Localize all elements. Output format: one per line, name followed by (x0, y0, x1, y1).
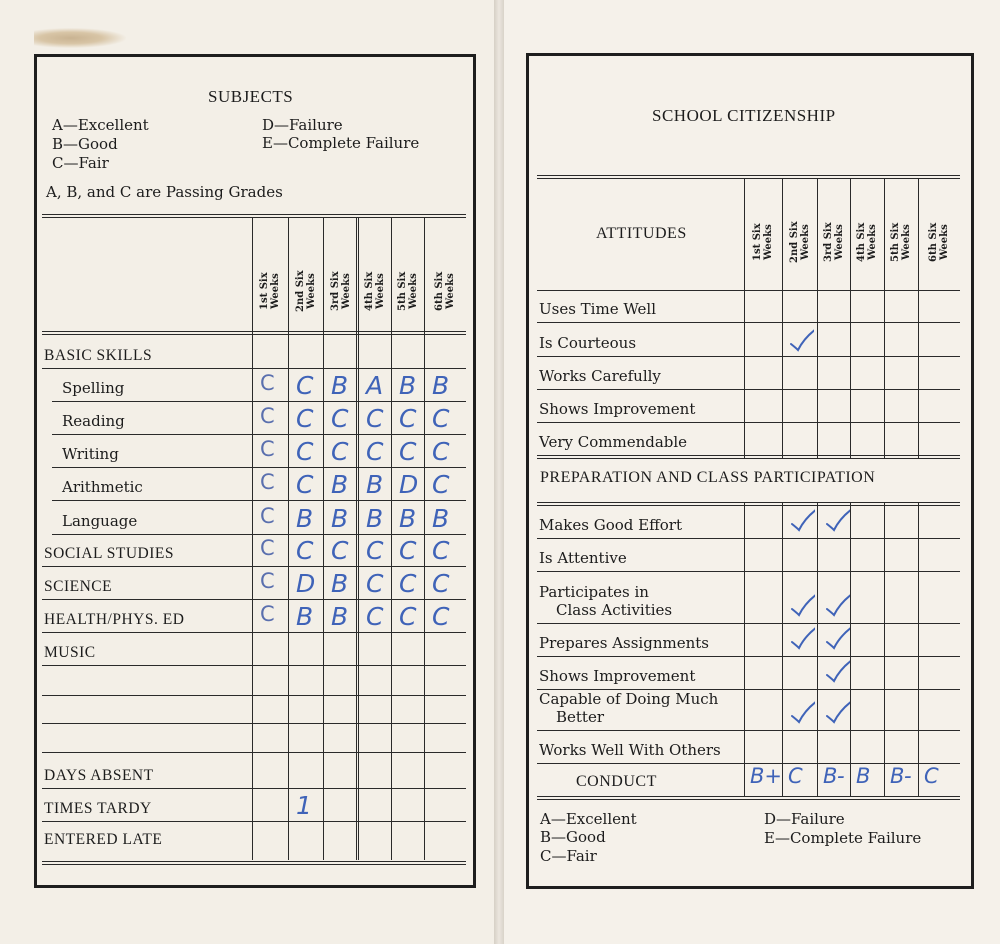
key-e: E—Complete Failure (262, 134, 420, 152)
check-mark-prep-5-3 (824, 698, 850, 728)
prep-label-3: Prepares Assignments (539, 634, 709, 652)
grade-r5-c4: B (366, 504, 384, 533)
row-label-6: SOCIAL STUDIES (44, 545, 175, 562)
check-mark-prep-4-3 (824, 657, 850, 687)
right-key-a: A—Excellent (540, 810, 637, 828)
grade-r1-c6: B (432, 371, 450, 400)
grade-r5-c3: B (331, 504, 349, 533)
row-rule-1 (52, 401, 466, 402)
row-rule-9 (42, 665, 466, 666)
row-label-3: Writing (62, 445, 119, 463)
check-mark-prep-2-3 (824, 591, 850, 621)
check-mark-prep-0-3 (824, 506, 850, 536)
grade-r14-c2: 1 (296, 791, 312, 820)
row-rule-0 (42, 368, 466, 369)
grade-r7-c5: C (399, 569, 417, 598)
conduct-grade-5: B- (890, 764, 912, 788)
grade-r7-c4: C (366, 569, 384, 598)
row-label-0: BASIC SKILLS (44, 347, 153, 364)
grade-r3-c4: C (366, 437, 384, 466)
prep-label-4: Shows Improvement (539, 667, 696, 685)
conduct-label: CONDUCT (576, 773, 657, 790)
conduct-bottom-rule (537, 796, 960, 800)
period-header-4: 4th Six Weeks (363, 271, 386, 311)
check-mark-prep-5-2 (789, 698, 815, 728)
row-rule-2 (52, 434, 466, 435)
table-top-rule (42, 214, 466, 218)
prep-label2-2: Class Activities (556, 601, 673, 619)
grade-r2-c3: C (331, 404, 349, 433)
attitude-label-0: Uses Time Well (539, 300, 657, 318)
prep-rule-5 (537, 730, 960, 731)
column-divider-5 (391, 217, 392, 860)
check-mark-prep-3-2 (789, 624, 815, 654)
period-header-1: 1st Six Weeks (259, 272, 281, 310)
grade-r2-c1: C (260, 404, 275, 428)
prep-rule-0 (537, 538, 960, 539)
grade-r6-c6: C (432, 536, 450, 565)
grade-r2-c6: C (432, 404, 450, 433)
prep-column-divider-1 (744, 503, 745, 797)
grade-r2-c4: C (366, 404, 384, 433)
prep-rule-2 (537, 623, 960, 624)
period-header-3: 3rd Six Weeks (329, 271, 352, 311)
grade-r4-c3: B (331, 470, 349, 499)
grade-r8-c5: C (399, 602, 417, 631)
attitudes-header: ATTITUDES (596, 225, 687, 242)
grade-r6-c4: C (366, 536, 384, 565)
row-label-15: ENTERED LATE (44, 831, 163, 848)
citizen-period-header-6: 6th Six Weeks (928, 222, 950, 262)
grade-r1-c5: B (399, 371, 417, 400)
right-key-e: E—Complete Failure (764, 829, 922, 847)
row-rule-10 (42, 695, 466, 696)
attitude-rule-2 (537, 389, 960, 390)
grade-r8-c1: C (260, 602, 275, 626)
grade-r8-c3: B (331, 602, 349, 631)
prep-label-1: Is Attentive (539, 549, 627, 567)
column-divider-1 (252, 217, 253, 860)
grade-r5-c2: B (296, 504, 314, 533)
grade-r4-c2: C (296, 470, 314, 499)
row-label-7: SCIENCE (44, 578, 113, 595)
conduct-grade-1: B+ (750, 764, 783, 788)
column-divider-mid (356, 217, 357, 860)
prep-rule-1 (537, 571, 960, 572)
period-header-6: 6th Six Weeks (434, 271, 456, 311)
att-column-divider-4 (850, 178, 851, 458)
key-d: D—Failure (262, 116, 343, 134)
key-a: A—Excellent (52, 116, 149, 134)
key-c: C—Fair (52, 154, 109, 172)
row-rule-5 (52, 534, 466, 535)
grade-r6-c5: C (399, 536, 417, 565)
grade-r4-c5: D (399, 470, 419, 499)
attitude-rule-3 (537, 422, 960, 423)
row-rule-6 (42, 566, 466, 567)
attitude-label-2: Works Carefully (539, 367, 661, 385)
grade-r6-c2: C (296, 536, 314, 565)
citizenship-top-rule (537, 175, 960, 179)
header-bottom-rule (42, 331, 466, 335)
right-key-b: B—Good (540, 828, 606, 846)
prep-header-rule (537, 502, 960, 506)
column-divider-3 (323, 217, 324, 860)
check-mark-prep-2-2 (789, 591, 815, 621)
prep-column-divider-2 (782, 503, 783, 797)
row-label-14: TIMES TARDY (44, 800, 152, 817)
row-label-4: Arithmetic (62, 478, 143, 496)
grade-r3-c2: C (296, 437, 314, 466)
right-key-d: D—Failure (764, 810, 845, 828)
center-fold (494, 0, 504, 944)
grade-r3-c5: C (399, 437, 417, 466)
grade-r8-c2: B (296, 602, 314, 631)
attitude-rule-4 (537, 455, 960, 459)
grade-r2-c5: C (399, 404, 417, 433)
citizen-period-header-2: 2nd Six Weeks (788, 221, 811, 263)
attitude-rule-0 (537, 322, 960, 323)
grade-r3-c6: C (432, 437, 450, 466)
grade-r1-c1: C (260, 371, 275, 395)
citizen-period-header-4: 4th Six Weeks (856, 222, 878, 262)
att-column-divider-5 (884, 178, 885, 458)
attitude-label-1: Is Courteous (539, 334, 637, 352)
prep-label-5: Capable of Doing Much (539, 690, 719, 708)
grade-r4-c1: C (260, 470, 275, 494)
prep-label-6: Works Well With Others (539, 741, 721, 759)
paper-tear-mark (34, 28, 126, 48)
att-column-divider-3 (817, 178, 818, 458)
prep-label2-5: Better (556, 708, 605, 726)
right-key-c: C—Fair (540, 847, 597, 865)
prep-label-2: Participates in (539, 583, 649, 601)
prep-column-divider-5 (884, 503, 885, 797)
check-mark-att-1-2 (788, 326, 814, 356)
attitudes-header-rule (537, 290, 960, 291)
period-header-5: 5th Six Weeks (396, 271, 419, 311)
prep-column-divider-3 (817, 503, 818, 797)
row-label-2: Reading (62, 412, 125, 430)
row-rule-7 (42, 599, 466, 600)
prep-column-divider-6 (918, 503, 919, 797)
grade-r7-c6: C (432, 569, 450, 598)
grade-r7-c2: D (296, 569, 316, 598)
row-rule-14 (42, 821, 466, 822)
attitude-label-3: Shows Improvement (539, 400, 696, 418)
prep-column-divider-4 (850, 503, 851, 797)
prep-header: PREPARATION AND CLASS PARTICIPATION (540, 469, 876, 486)
grade-r2-c2: C (296, 404, 314, 433)
att-column-divider-2 (782, 178, 783, 458)
prep-rule-3 (537, 656, 960, 657)
period-header-2: 2nd Six Weeks (294, 270, 317, 312)
grade-r7-c3: B (331, 569, 349, 598)
attitude-label-4: Very Commendable (539, 433, 688, 451)
grade-r5-c1: C (260, 504, 275, 528)
grade-r3-c3: C (331, 437, 349, 466)
grade-r1-c4: A (366, 371, 384, 400)
row-rule-13 (42, 788, 466, 789)
table-bottom-rule (42, 861, 466, 865)
attitude-rule-1 (537, 356, 960, 357)
prep-label-0: Makes Good Effort (539, 516, 682, 534)
subjects-title: SUBJECTS (208, 87, 294, 106)
citizen-period-header-3: 3rd Six Weeks (822, 222, 845, 262)
grade-r4-c6: C (432, 470, 450, 499)
row-rule-12 (42, 752, 466, 753)
row-rule-8 (42, 632, 466, 633)
grade-r8-c6: C (432, 602, 450, 631)
row-rule-11 (42, 723, 466, 724)
grade-r5-c6: B (432, 504, 450, 533)
column-divider-6 (424, 217, 425, 860)
key-b: B—Good (52, 135, 118, 153)
grade-r1-c3: B (331, 371, 349, 400)
conduct-grade-3: B- (823, 764, 845, 788)
citizen-period-header-1: 1st Six Weeks (752, 223, 774, 261)
passing-note: A, B, and C are Passing Grades (46, 183, 283, 201)
grade-r4-c4: B (366, 470, 384, 499)
citizenship-title: SCHOOL CITIZENSHIP (652, 106, 836, 125)
row-rule-3 (52, 467, 466, 468)
row-label-8: HEALTH/PHYS. ED (44, 611, 185, 628)
grade-r6-c3: C (331, 536, 349, 565)
row-label-13: DAYS ABSENT (44, 767, 154, 784)
conduct-grade-2: C (788, 764, 803, 788)
row-rule-4 (52, 500, 466, 501)
grade-r6-c1: C (260, 536, 275, 560)
conduct-grade-6: C (924, 764, 939, 788)
grade-r7-c1: C (260, 569, 275, 593)
row-label-9: MUSIC (44, 644, 96, 661)
column-divider-4 (358, 217, 359, 860)
citizen-period-header-5: 5th Six Weeks (890, 222, 912, 262)
grade-r8-c4: C (366, 602, 384, 631)
att-column-divider-6 (918, 178, 919, 458)
grade-r5-c5: B (399, 504, 417, 533)
grade-r3-c1: C (260, 437, 275, 461)
att-column-divider-1 (744, 178, 745, 458)
row-label-1: Spelling (62, 379, 125, 397)
column-divider-2 (288, 217, 289, 860)
row-label-5: Language (62, 512, 138, 530)
grade-r1-c2: C (296, 371, 314, 400)
check-mark-prep-3-3 (824, 624, 850, 654)
check-mark-prep-0-2 (789, 506, 815, 536)
conduct-grade-4: B (856, 764, 871, 788)
